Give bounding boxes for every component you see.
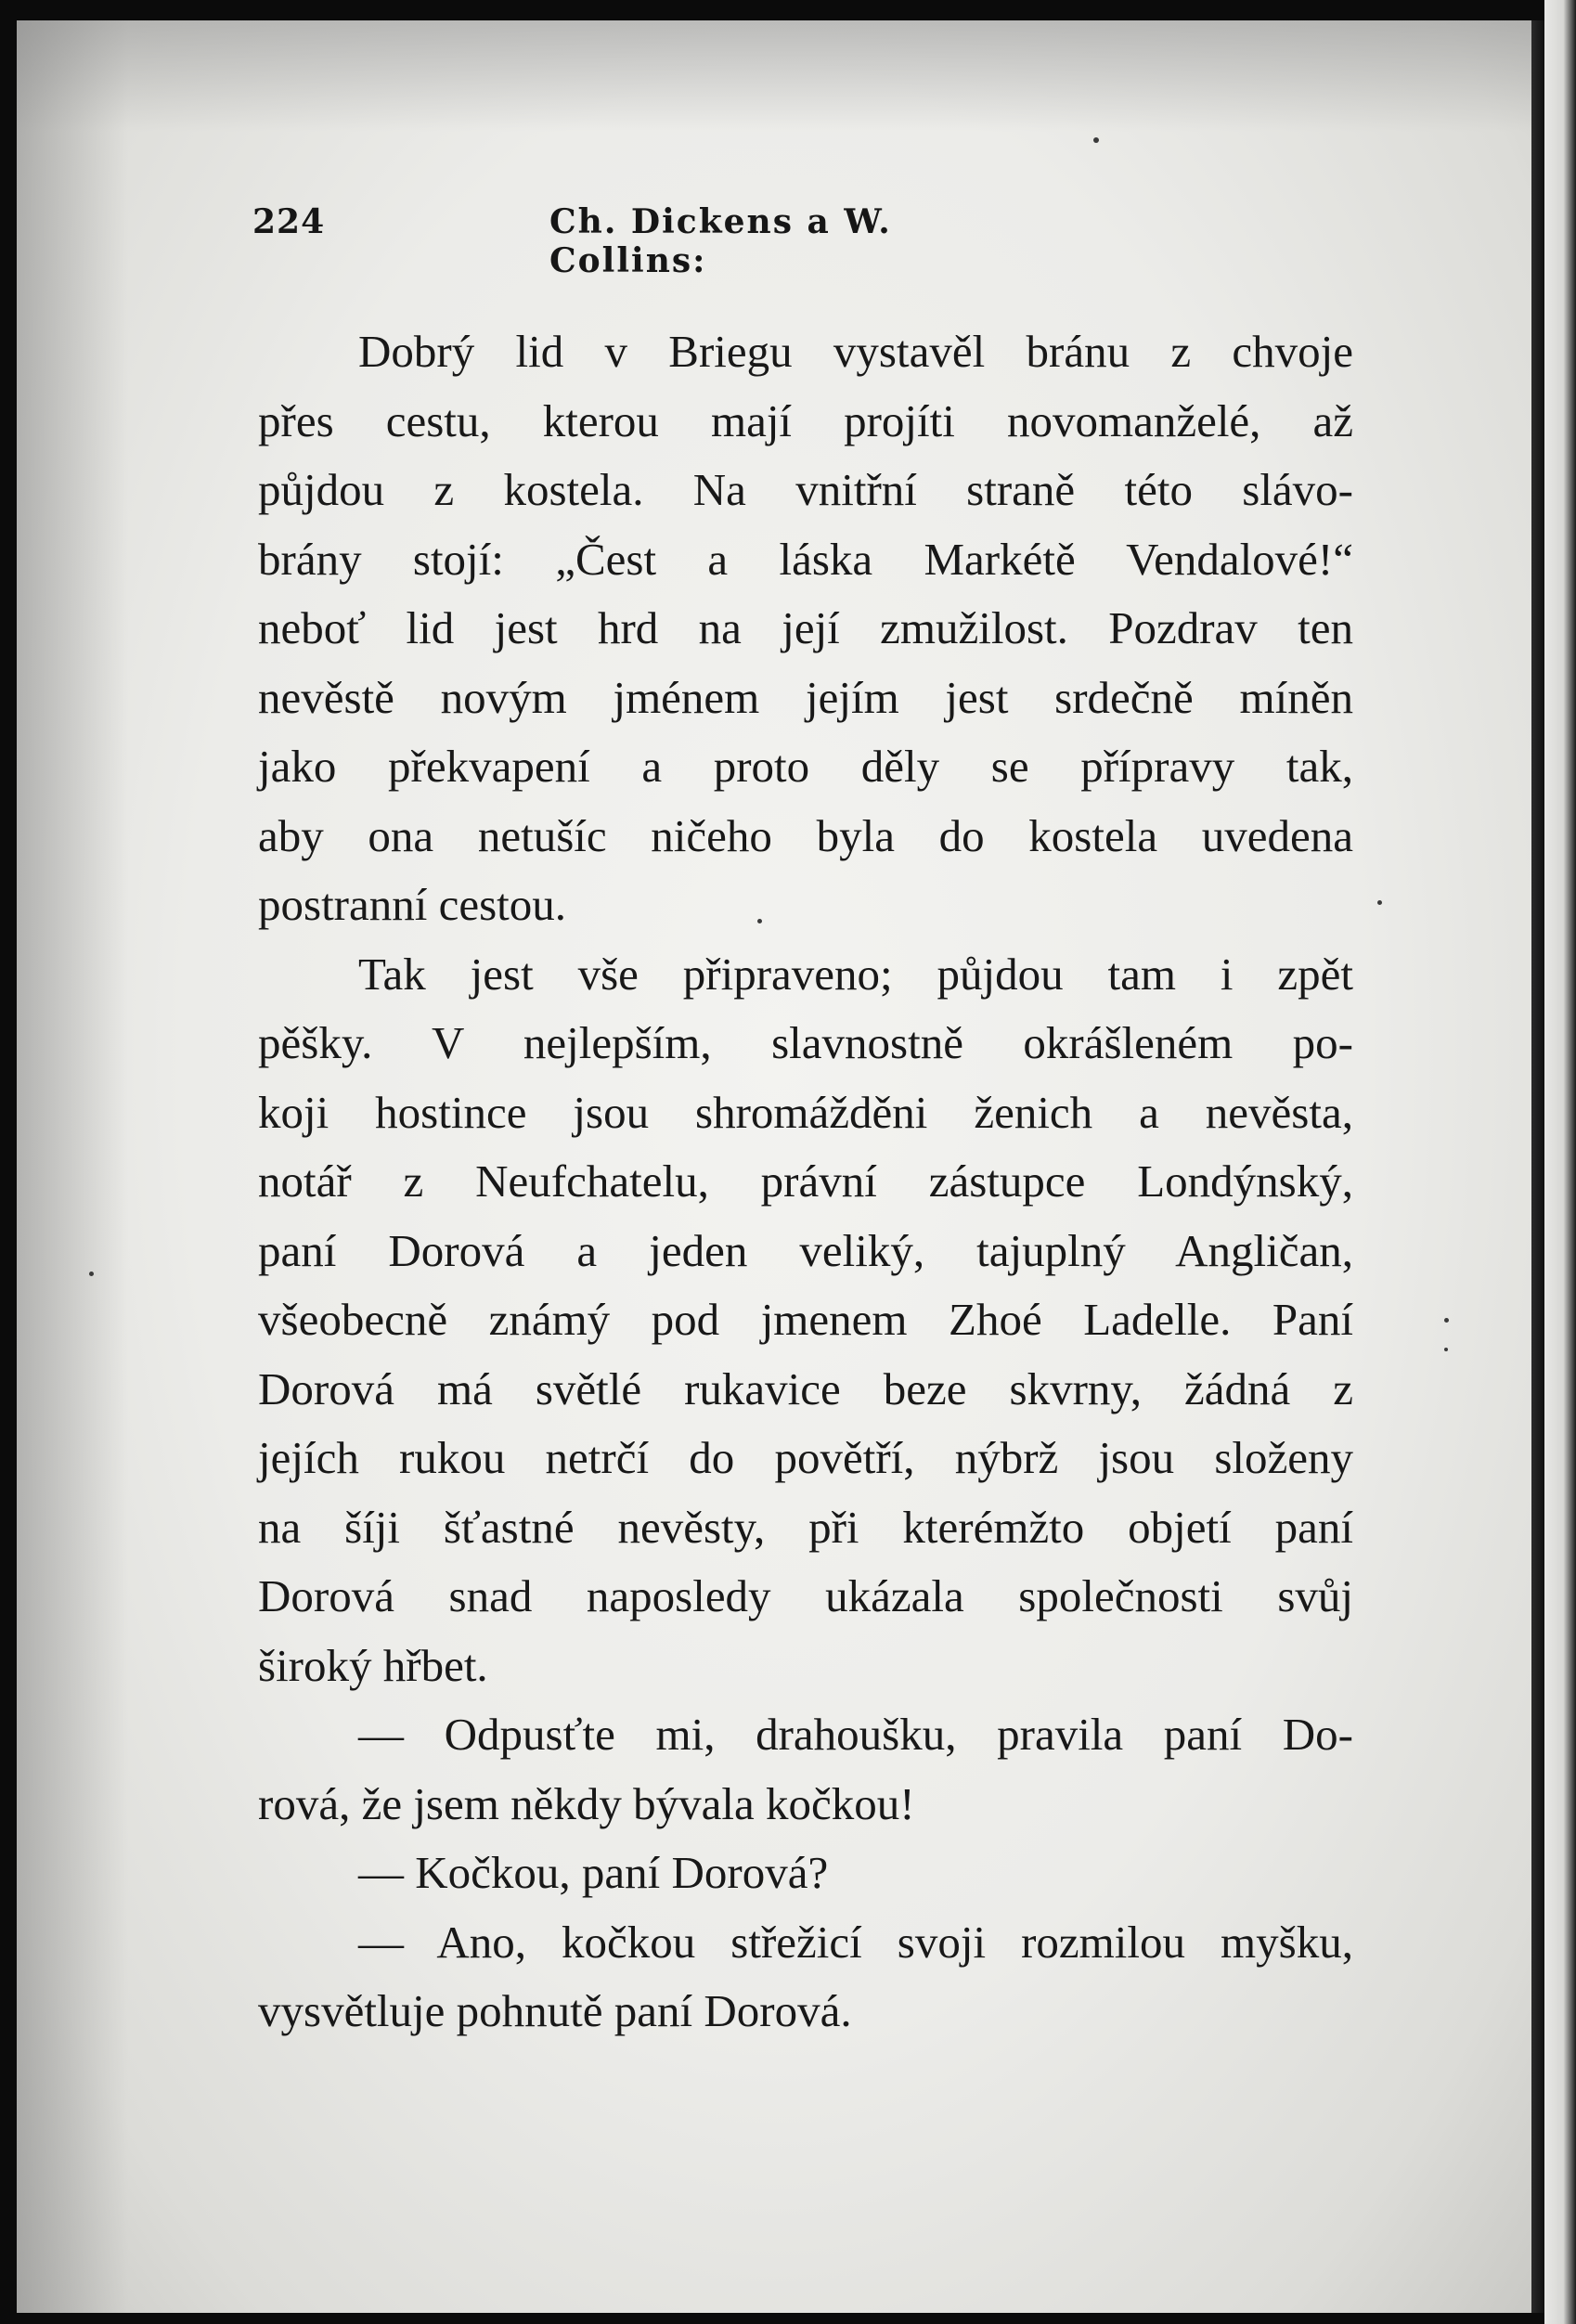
page-number: 224 (252, 202, 326, 241)
gutter-shadow (17, 20, 128, 2313)
text-line: nevěstě novým jménem jejím jest srdečně míněn (258, 671, 1353, 723)
top-shadow (17, 20, 1531, 132)
dust-speck (1377, 900, 1382, 905)
text-line: Dorová snad naposledy ukázala společnosti svůj (258, 1570, 1353, 1621)
body-text (258, 317, 1353, 2046)
text-line: neboť lid jest hrd na její zmužilost. Pozdrav ten (258, 602, 1353, 653)
page-header (252, 202, 1051, 280)
text-line: Tak jest vše připraveno; půjdou tam i zpět (358, 948, 1353, 1000)
book-spine (1544, 0, 1576, 2324)
text-line: koji hostince jsou shromážděni ženich a nevěsta, (258, 1086, 1353, 1138)
text-line: všeobecně známý pod jmenem Zhoé Ladelle. Paní (258, 1294, 1353, 1345)
text-line: aby ona netušíc ničeho byla do kostela uvedena (258, 809, 1353, 861)
dust-speck (89, 1272, 94, 1276)
text-line: postranní cestou. (258, 879, 567, 930)
text-line: pěšky. V nejlepším, slavnostně okrášleném po- (258, 1017, 1353, 1068)
text-line: paní Dorová a jeden veliký, tajuplný Angličan, (258, 1224, 1353, 1276)
text-line: na šíji šťastné nevěsty, při kterémžto objetí paní (258, 1501, 1353, 1553)
text-line: — Odpusťte mi, drahoušku, pravila paní Do- (358, 1709, 1353, 1760)
text-line: brány stojí: „Čest a láska Markétě Vendalové!“ (258, 533, 1353, 585)
dust-speck (1093, 137, 1099, 143)
text-line: vysvětluje pohnutě paní Dorová. (258, 1985, 852, 2036)
text-line: — Ano, kočkou střežicí svoji rozmilou myšku, (358, 1916, 1353, 1968)
dust-speck (1444, 1318, 1449, 1323)
text-line: jejích rukou netrčí do povětří, nýbrž jsou složeny (258, 1432, 1353, 1483)
text-line: půjdou z kostela. Na vnitřní straně této slávo- (258, 464, 1353, 515)
dust-speck (1444, 1348, 1448, 1351)
text-line: rová, že jsem někdy bývala kočkou! (258, 1777, 915, 1829)
text-line: přes cestu, kterou mají projíti novomanželé, až (258, 394, 1353, 446)
text-line: široký hřbet. (258, 1639, 488, 1691)
text-line: — Kočkou, paní Dorová? (358, 1847, 829, 1898)
text-line: notář z Neufchatelu, právní zástupce Londýnský, (258, 1156, 1353, 1207)
text-line: jako překvapení a proto děly se přípravy tak, (258, 741, 1353, 792)
running-head: Ch. Dickens a W. Collins: (549, 202, 892, 280)
text-line: Dorová má světlé rukavice beze skvrny, žádná z (258, 1362, 1353, 1414)
page-edge (1531, 20, 1544, 2313)
text-line: Dobrý lid v Briegu vystavěl bránu z chvoje (358, 326, 1353, 377)
